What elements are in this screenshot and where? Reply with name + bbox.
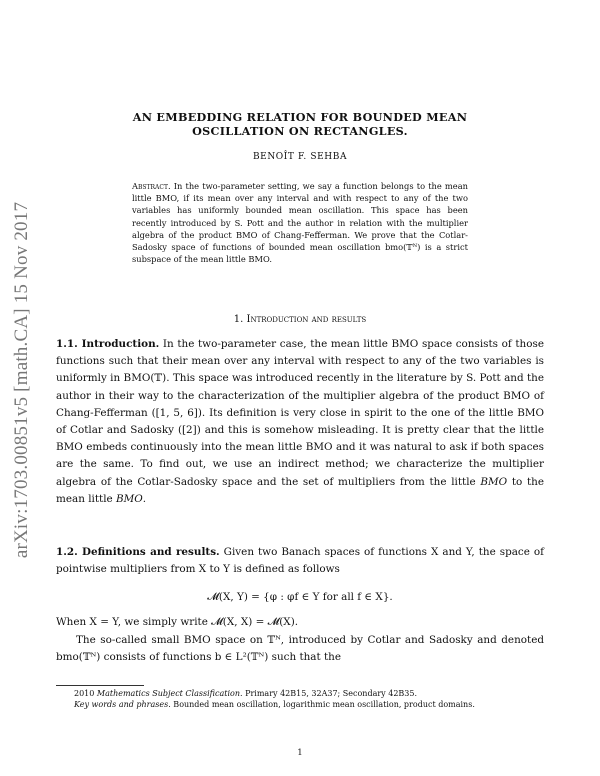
definitions-text: Given two Banach spaces of functions X and Y, the space of pointwise multipliers from X to Y is defined as follows	[56, 546, 545, 576]
small-bmo-paragraph: The so-called small BMO space on 𝕋ᴺ, introduced by Cotlar and Sadosky and denoted bmo(𝕋ᴺ) consists of functions b ∈ L²(𝕋ᴺ) such that the	[56, 634, 544, 664]
intro-emphasis-1: BMO	[480, 475, 508, 488]
page-number: 1	[297, 748, 303, 758]
intro-end: .	[142, 492, 147, 505]
title-line-1: AN EMBEDDING RELATION FOR BOUNDED MEAN	[132, 110, 468, 124]
abstract	[132, 180, 468, 265]
intro-emphasis-2: BMO	[115, 492, 143, 505]
footnote-divider	[56, 685, 144, 686]
footnotes	[56, 688, 544, 710]
footnote-keywords	[56, 699, 544, 710]
definitions-paragraph	[56, 544, 544, 578]
footnote-msc-year: 2010	[74, 689, 97, 698]
footnote-msc-text: Primary 42B15, 32A37; Secondary 42B35.	[242, 689, 418, 698]
abstract-text: In the two-parameter setting, we say a function belongs to the mean little BMO, if its mean over any interval and with respect to any of the two variables has uniformly bounded mean oscillation. This space has been recently introduced by S. Pott and the author in relation with the multiplier algebra of the product BMO of Chang-Fefferman. We prove that the Cotlar-Sadosky space of functions of bounded mean oscillation bmo(𝕋ᴺ) is a strict subspace of the mean little BMO.	[132, 181, 468, 265]
paper-title	[56, 110, 544, 138]
title-line-2: OSCILLATION ON RECTANGLES.	[192, 124, 408, 138]
footnote-keywords-label: Key words and phrases.	[74, 700, 171, 710]
footnote-keywords-text: Bounded mean oscillation, logarithmic mean oscillation, product domains.	[170, 700, 475, 710]
intro-heading: 1.1. Introduction.	[56, 338, 160, 350]
section-title: 1. Introduction and results	[233, 314, 367, 325]
definitions-heading: 1.2. Definitions and results.	[56, 546, 220, 558]
author: BENOÎT F. SEHBA	[252, 152, 348, 162]
intro-text: In the two-parameter case, the mean little BMO space consists of those functions such that their mean over any interval with respect to any of the two variables is uniformly in BMO(𝕋). This space was introduced recently in the literature by S. Pott and the author in their way to the characterization of the multiplier algebra of the product BMO of Chang-Fefferman ([1, 5, 6]). Its definition is very close in spirit to the one of the little BMO of Cotlar and Sadosky ([2]) and this is somehow misleading. It is pretty clear that the little BMO embeds continuously into the mean little BMO and it was natural to ask if both spaces are the same. To find out, we use an indirect method; we characterize the multiplier algebra of the Cotlar-Sadosky space and the set of multipliers from the little	[56, 338, 544, 488]
multiplier-formula: 𝓜(X, Y) = {φ : φf ∈ Y for all f ∈ X}.	[207, 591, 393, 603]
intro-mid: to the mean little	[56, 475, 544, 505]
abstract-label: Abstract.	[132, 181, 171, 191]
arxiv-stamp	[2, 160, 42, 600]
intro-paragraph	[56, 336, 544, 508]
when-paragraph: When X = Y, we simply write 𝓜(X, X) = 𝓜(X).	[56, 616, 299, 628]
arxiv-id: arXiv:1703.00851v5 [math.CA] 15 Nov 2017	[11, 201, 32, 559]
footnote-msc	[56, 688, 544, 699]
footnote-msc-label: Mathematics Subject Classification.	[96, 689, 243, 698]
